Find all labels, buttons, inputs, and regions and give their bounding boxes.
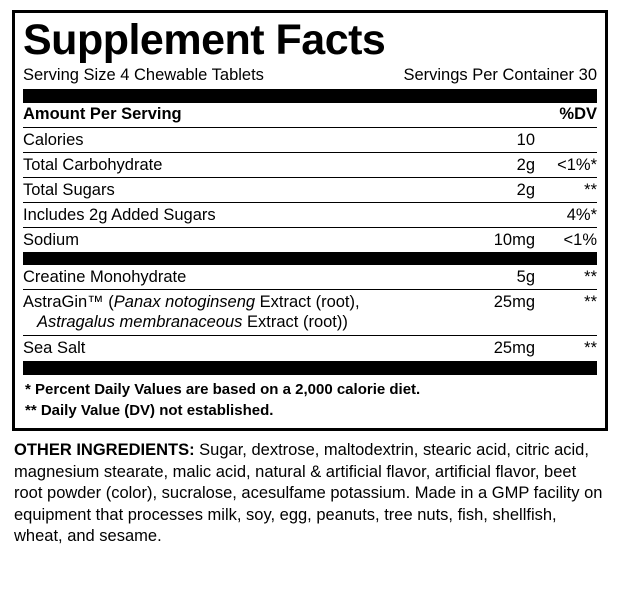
row-amount: 25mg bbox=[443, 335, 535, 360]
row-name: Sea Salt bbox=[23, 335, 443, 360]
row-amount: 25mg bbox=[443, 290, 535, 335]
astragin-prefix: AstraGin™ ( bbox=[23, 293, 114, 312]
header-amount-spacer bbox=[443, 103, 535, 127]
astragin-line1-post: Extract (root), bbox=[255, 293, 360, 312]
other-ingredients-text: Sugar, dextrose, maltodextrin, stearic acid, citric acid, magnesium stearate, malic acid, natural & artificial flavor, artificial flavor, beet root powder (color), sucralose, acesulfame potassium. Made in a GMP facility on equipment that processes milk, soy, egg, peanuts, tree nuts, fish, shellfish, wheat, and sesame. bbox=[14, 441, 603, 545]
row-dv: ** bbox=[584, 268, 597, 287]
dv-header: %DV bbox=[559, 105, 597, 124]
row-name: Total Carbohydrate bbox=[23, 152, 443, 177]
row-dv: ** bbox=[535, 290, 597, 335]
row-amount: 5g bbox=[516, 268, 535, 287]
row-dv: ** bbox=[535, 177, 597, 202]
row-name: Sodium bbox=[23, 228, 443, 253]
footnotes bbox=[23, 375, 597, 425]
serving-size: Serving Size 4 Chewable Tablets bbox=[23, 65, 264, 84]
other-ingredients-heading: OTHER INGREDIENTS: bbox=[14, 441, 195, 460]
row-amount: 2g bbox=[443, 177, 535, 202]
astragin-botanical-1: Panax notoginseng bbox=[113, 293, 256, 312]
servings-per-container: Servings Per Container 30 bbox=[403, 65, 597, 84]
page-title: Supplement Facts bbox=[23, 16, 386, 64]
amount-per-serving-header: Amount Per Serving bbox=[23, 105, 182, 124]
row-dv: 4%* bbox=[535, 202, 597, 227]
table-row bbox=[23, 177, 597, 202]
row-name: Creatine Monohydrate bbox=[23, 268, 187, 287]
table-row bbox=[23, 335, 597, 360]
row-amount: 2g bbox=[443, 152, 535, 177]
serving-info bbox=[23, 65, 597, 89]
row-name: Calories bbox=[23, 127, 443, 152]
astragin-line2-post: Extract (root)) bbox=[242, 313, 348, 332]
row-amount: 10 bbox=[443, 127, 535, 152]
row-amount: 10mg bbox=[443, 228, 535, 253]
row-name bbox=[23, 290, 443, 335]
other-ingredients bbox=[12, 431, 608, 547]
footnote-dv-not-established: ** Daily Value (DV) not established. bbox=[25, 402, 274, 420]
row-amount bbox=[443, 202, 535, 227]
astragin-botanical-2: Astragalus membranaceous bbox=[37, 313, 243, 332]
table-row bbox=[23, 127, 597, 152]
table-row bbox=[23, 265, 597, 290]
table-row-astragin bbox=[23, 290, 597, 335]
row-name: Total Sugars bbox=[23, 177, 443, 202]
footnote-percent-dv: * Percent Daily Values are based on a 2,000 calorie diet. bbox=[25, 380, 421, 398]
supplement-facts-panel bbox=[12, 10, 608, 431]
thick-rule-mid bbox=[23, 252, 597, 265]
row-dv: ** bbox=[535, 335, 597, 360]
thick-rule-top bbox=[23, 89, 597, 103]
thick-rule-bottom bbox=[23, 361, 597, 375]
table-row bbox=[23, 228, 597, 253]
row-dv: <1% bbox=[535, 228, 597, 253]
nutrition-table bbox=[23, 103, 597, 252]
row-name: Includes 2g Added Sugars bbox=[23, 202, 443, 227]
table-row bbox=[23, 152, 597, 177]
table-row bbox=[23, 202, 597, 227]
row-dv: <1%* bbox=[535, 152, 597, 177]
ingredients-table bbox=[23, 265, 597, 360]
table-header-row bbox=[23, 103, 597, 127]
row-dv bbox=[535, 127, 597, 152]
